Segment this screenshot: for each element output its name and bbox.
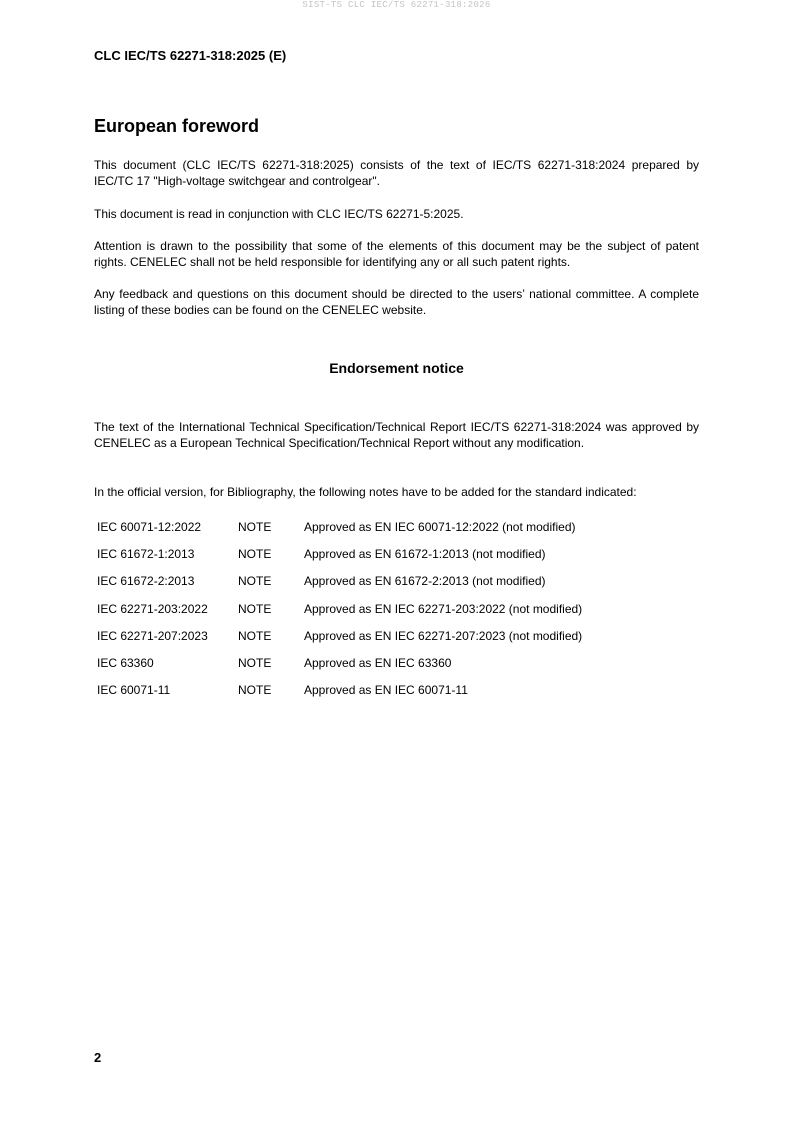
endorsement-paragraph: In the official version, for Bibliography, the following notes have to be added for the standard indicated: bbox=[94, 485, 637, 499]
note-label-cell: NOTE bbox=[238, 683, 272, 698]
watermark: SIST-TS CLC IEC/TS 62271-318:2026 bbox=[302, 0, 491, 10]
note-text-cell: Approved as EN IEC 62271-203:2022 (not modified) bbox=[304, 601, 583, 616]
note-text-cell: Approved as EN IEC 63360 bbox=[304, 656, 452, 671]
standard-cell: IEC 60071-11 bbox=[97, 683, 171, 698]
note-text-cell: Approved as EN 61672-1:2013 (not modified) bbox=[304, 546, 546, 561]
note-text-cell: Approved as EN IEC 60071-11 bbox=[304, 683, 468, 698]
foreword-paragraph: Any feedback and questions on this document should be directed to the users’ national committee. A complete listing of these bodies can be found on the CENELEC website. bbox=[94, 287, 699, 317]
note-label-cell: NOTE bbox=[238, 519, 272, 534]
bibliography-notes-table bbox=[97, 513, 582, 704]
note-label-cell: NOTE bbox=[238, 601, 272, 616]
standard-cell: IEC 62271-207:2023 bbox=[97, 628, 208, 643]
table-row bbox=[97, 513, 582, 540]
note-label-cell: NOTE bbox=[238, 574, 272, 589]
document-id-header: CLC IEC/TS 62271-318:2025 (E) bbox=[94, 48, 287, 63]
foreword-paragraph: This document is read in conjunction with CLC IEC/TS 62271-5:2025. bbox=[94, 207, 464, 221]
standard-cell: IEC 60071-12:2022 bbox=[97, 519, 202, 534]
note-label-cell: NOTE bbox=[238, 546, 272, 561]
endorsement-paragraph: The text of the International Technical Specification/Technical Report IEC/TS 62271-318:2024 was approved by CENELEC as a European Technical Specification/Technical Report without any modification. bbox=[94, 420, 699, 450]
note-label-cell: NOTE bbox=[238, 656, 272, 671]
table-row bbox=[97, 568, 582, 595]
note-text-cell: Approved as EN 61672-2:2013 (not modified) bbox=[304, 574, 546, 589]
standard-cell: IEC 63360 bbox=[97, 656, 154, 671]
note-text-cell: Approved as EN IEC 60071-12:2022 (not modified) bbox=[304, 519, 576, 534]
page-number: 2 bbox=[94, 1050, 102, 1065]
standard-cell: IEC 61672-2:2013 bbox=[97, 574, 195, 589]
note-label-cell: NOTE bbox=[238, 628, 272, 643]
table-row bbox=[97, 540, 582, 567]
table-row bbox=[97, 595, 582, 622]
standard-cell: IEC 62271-203:2022 bbox=[97, 601, 208, 616]
foreword-title: European foreword bbox=[94, 116, 260, 136]
table-row bbox=[97, 677, 582, 704]
foreword-paragraph: This document (CLC IEC/TS 62271-318:2025) consists of the text of IEC/TS 62271-318:2024 prepared by IEC/TC 17 "High-voltage switchgear and controlgear". bbox=[94, 158, 699, 188]
table-row bbox=[97, 622, 582, 649]
endorsement-title: Endorsement notice bbox=[329, 360, 464, 376]
standard-cell: IEC 61672-1:2013 bbox=[97, 546, 195, 561]
foreword-paragraph: Attention is drawn to the possibility that some of the elements of this document may be the subject of patent rights. CENELEC shall not be held responsible for identifying any or all such patent rights. bbox=[94, 239, 699, 269]
table-row bbox=[97, 649, 582, 676]
note-text-cell: Approved as EN IEC 62271-207:2023 (not modified) bbox=[304, 628, 583, 643]
